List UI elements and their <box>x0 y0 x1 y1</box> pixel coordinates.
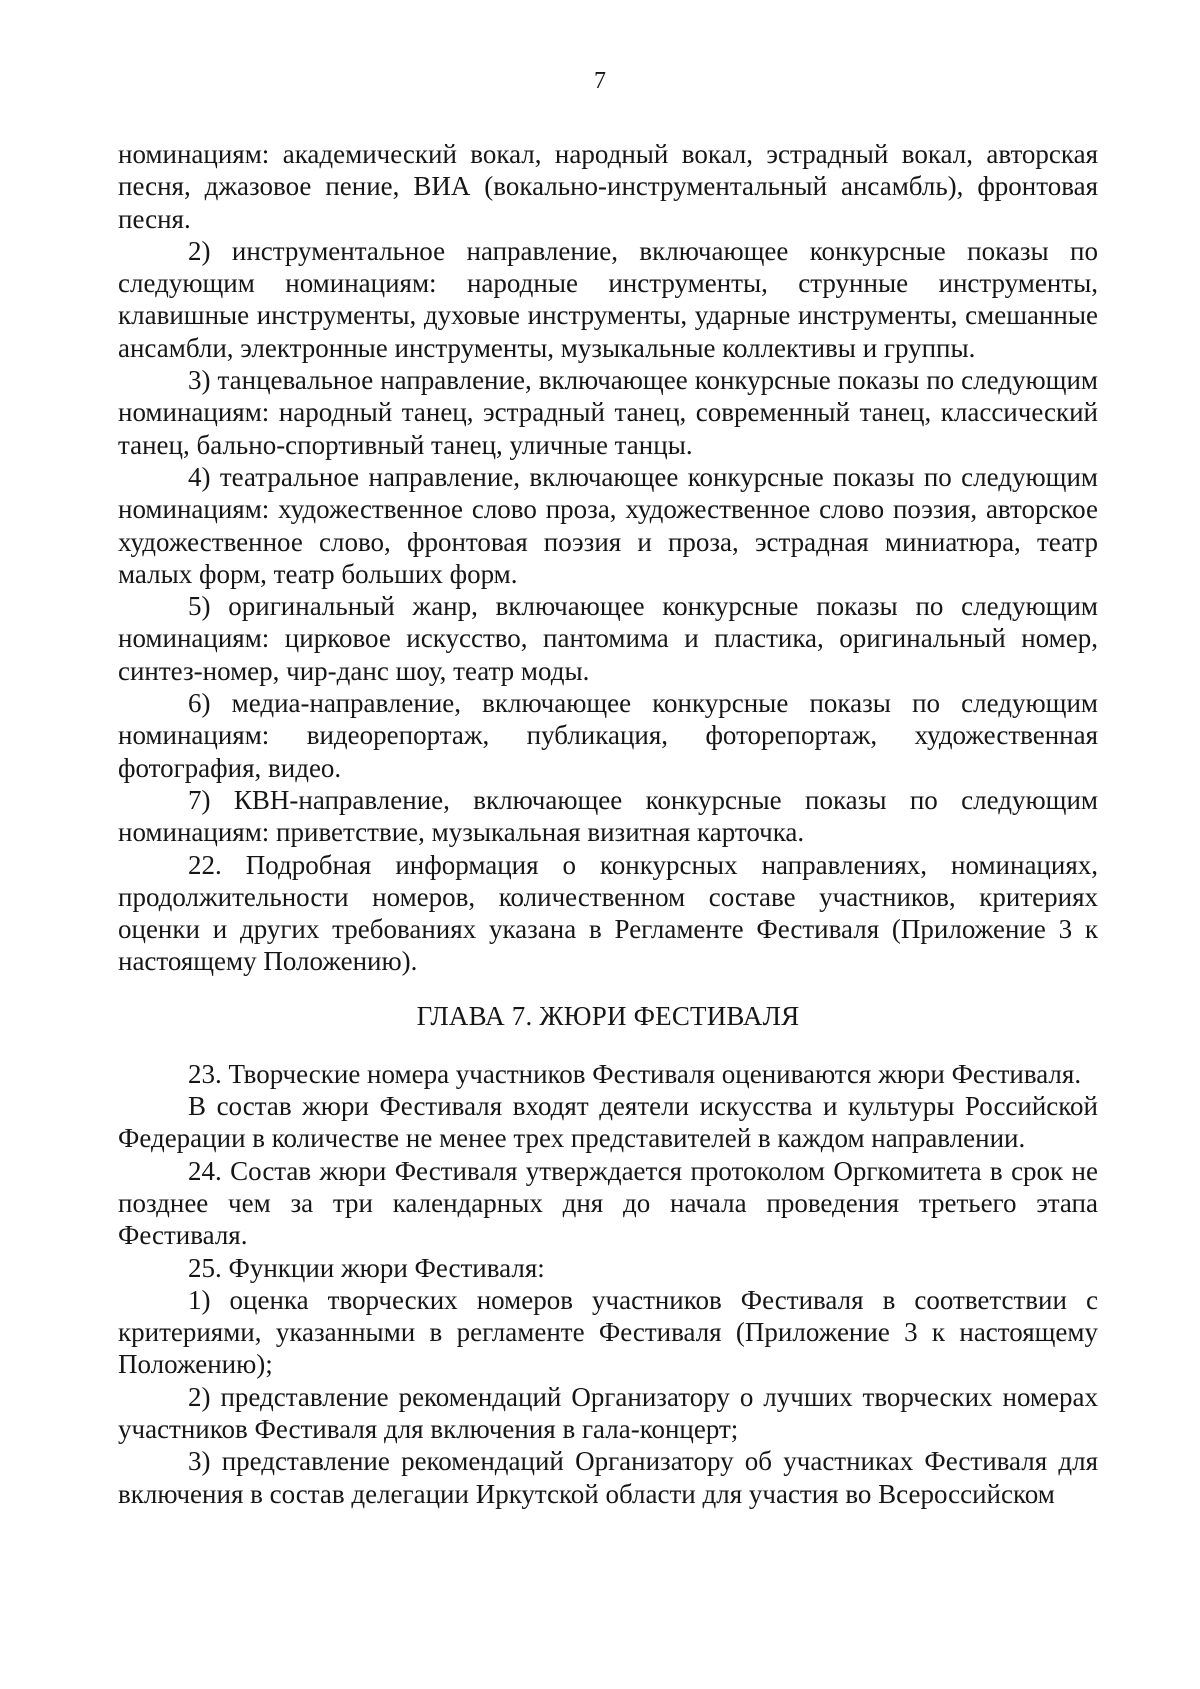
paragraph-dance: 3) танцевальное направление, включающее конкурсные показы по следующим номинациям: народный танец, эстрадный танец, современный танец, классический танец, бально-спортивный танец, уличные танцы. <box>118 365 1098 460</box>
document-body <box>118 138 1098 1510</box>
paragraph-23: 23. Творческие номера участников Фестиваля оцениваются жюри Фестиваля. <box>188 1058 1082 1089</box>
paragraph-theatre: 4) театральное направление, включающее конкурсные показы по следующим номинациям: художественное слово проза, художественное слово поэзия, авторское художественное слово, фронтовая поэзия и проза, эстрадная миниатюра, театр малых форм, театр больших форм. <box>118 461 1098 589</box>
paragraph-22: 22. Подробная информация о конкурсных направлениях, номинациях, продолжительности номеров, количественном составе участников, критериях оценки и других требованиях указана в Регламенте Фестиваля (Приложение 3 к настоящему Положению). <box>118 849 1098 977</box>
chapter-heading: ГЛАВА 7. ЖЮРИ ФЕСТИВАЛЯ <box>416 1000 800 1031</box>
paragraph-function-2: 2) представление рекомендаций Организатору о лучших творческих номерах участников Фестиваля для включения в гала-концерт; <box>118 1381 1098 1444</box>
paragraph-24: 24. Состав жюри Фестиваля утверждается протоколом Оргкомитета в срок не позднее чем за три календарных дня до начала проведения третьего этапа Фестиваля. <box>118 1155 1098 1251</box>
paragraph-25: 25. Функции жюри Фестиваля: <box>188 1252 545 1283</box>
paragraph-continuation: номинациям: академический вокал, народный вокал, эстрадный вокал, авторская песня, джазовое пение, ВИА (вокально-инструментальный ансамбль), фронтовая песня. <box>118 139 1098 234</box>
paragraph-original-genre: 5) оригинальный жанр, включающее конкурсные показы по следующим номинациям: цирковое искусство, пантомима и пластика, оригинальный номер, синтез-номер, чир-данс шоу, театр моды. <box>118 591 1098 686</box>
page-number: 7 <box>594 68 606 94</box>
paragraph-kvn: 7) КВН-направление, включающее конкурсные показы по следующим номинациям: приветствие, музыкальная визитная карточка. <box>118 784 1098 848</box>
paragraph-instrumental: 2) инструментальное направление, включающее конкурсные показы по следующим номинациям: народные инструменты, струнные инструменты, клавишные инструменты, духовые инструменты, ударные инструменты, смешанные ансамбли, электронные инструменты, музыкальные коллективы и группы. <box>118 235 1098 363</box>
paragraph-function-3: 3) представление рекомендаций Организатору об участниках Фестиваля для включения в состав делегации Иркутской области для участия во Всероссийском <box>118 1446 1098 1509</box>
paragraph-function-1: 1) оценка творческих номеров участников Фестиваля в соответствии с критериями, указанными в регламенте Фестиваля (Приложение 3 к настоящему Положению); <box>118 1284 1098 1380</box>
paragraph-media: 6) медиа-направление, включающее конкурсные показы по следующим номинациям: видеорепортаж, публикация, фоторепортаж, художественная фотография, видео. <box>118 688 1098 783</box>
paragraph-jury-composition: В состав жюри Фестиваля входят деятели искусства и культуры Российской Федерации в количестве не менее трех представителей в каждом направлении. <box>118 1091 1098 1154</box>
